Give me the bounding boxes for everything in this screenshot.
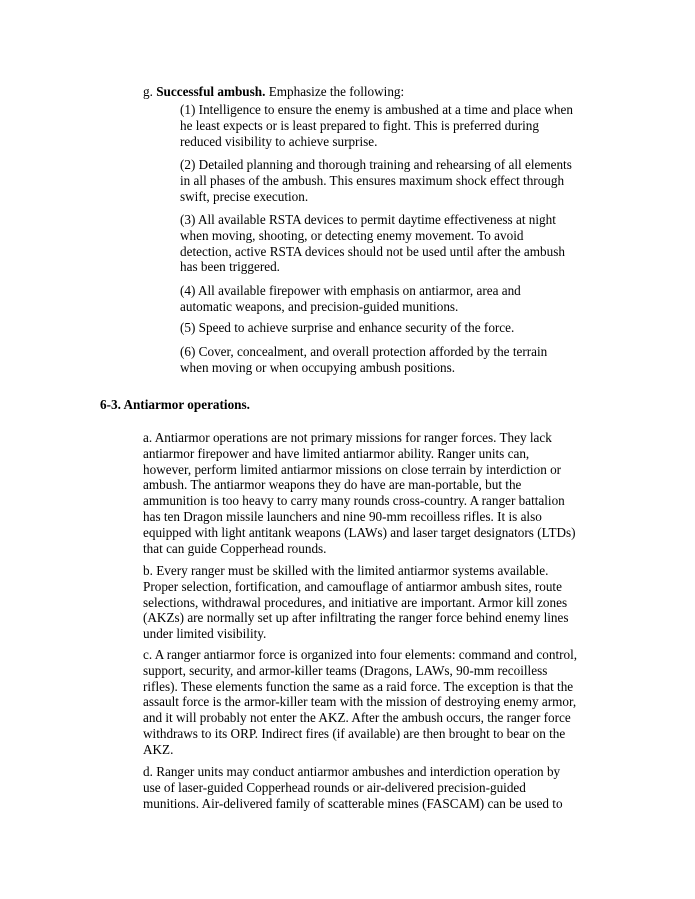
section-g-item-6: (6) Cover, concealment, and overall protection afforded by the terrain when moving or when occupying ambush positions. [180,344,548,375]
paragraph-a: a. Antiarmor operations are not primary missions for ranger forces. They lack antiarmor firepower and have limited antiarmor ability. Ranger units can, however, perform limited antiarmor missions on close terrain by interdiction or ambush. The antiarmor weapons they do have are man-portable, but the ammunition is too heavy to carry many rounds cross-country. A ranger battalion has ten Dragon missile launchers and nine 90-mm recoilless rifles. It is also equipped with light antitank weapons (LAWs) and laser target designators (LTDs) that can guide Copperhead rounds. [143,430,576,556]
paragraph-b: b. Every ranger must be skilled with the limited antiarmor systems available. Proper selection, fortification, and camouflage of antiarmor ambush sites, route selections, withdrawal procedures, and initiative are important. Armor kill zones (AKZs) are normally set up after infiltrating the ranger force behind enemy lines under limited visibility. [143,563,569,642]
section-g-heading [143,84,623,100]
section-g-intro: Emphasize the following: [268,84,405,99]
paragraph-c: c. A ranger antiarmor force is organized into four elements: command and control, support, security, and armor-killer teams (Dragons, LAWs, 90-mm recoilless rifles). These elements function the same as a raid force. The exception is that the assault force is the armor-killer team with the mission of destroying enemy armor, and it will probably not enter the AKZ. After the ambush occurs, the ranger force withdraws to its ORP. Indirect fires (if available) are then brought to bear on the AKZ. [143,647,578,757]
section-g-title: Successful ambush. [156,84,266,99]
paragraph-d: d. Ranger units may conduct antiarmor ambushes and interdiction operation by use of laser-guided Copperhead rounds or air-delivered precision-guided munitions. Air-delivered family of scatterable mines (FASCAM) can be used to [143,764,563,811]
section-g-item-5: (5) Speed to achieve surprise and enhance security of the force. [180,320,515,335]
section-g-item-1: (1) Intelligence to ensure the enemy is ambushed at a time and place when he least expects or is least prepared to fight. This is preferred during reduced visibility to achieve surprise. [180,102,573,149]
section-heading: 6-3. Antiarmor operations. [100,397,250,412]
section-g-label: g. [143,84,153,99]
section-g-item-4: (4) All available firepower with emphasis on antiarmor, area and automatic weapons, and precision-guided munitions. [180,283,521,314]
section-g-item-3: (3) All available RSTA devices to permit daytime effectiveness at night when moving, shooting, or detecting enemy movement. To avoid detection, active RSTA devices should not be used until after the ambush has been triggered. [180,212,565,275]
section-g-item-2: (2) Detailed planning and thorough training and rehearsing of all elements in all phases of the ambush. This ensures maximum shock effect through swift, precise execution. [180,157,572,204]
